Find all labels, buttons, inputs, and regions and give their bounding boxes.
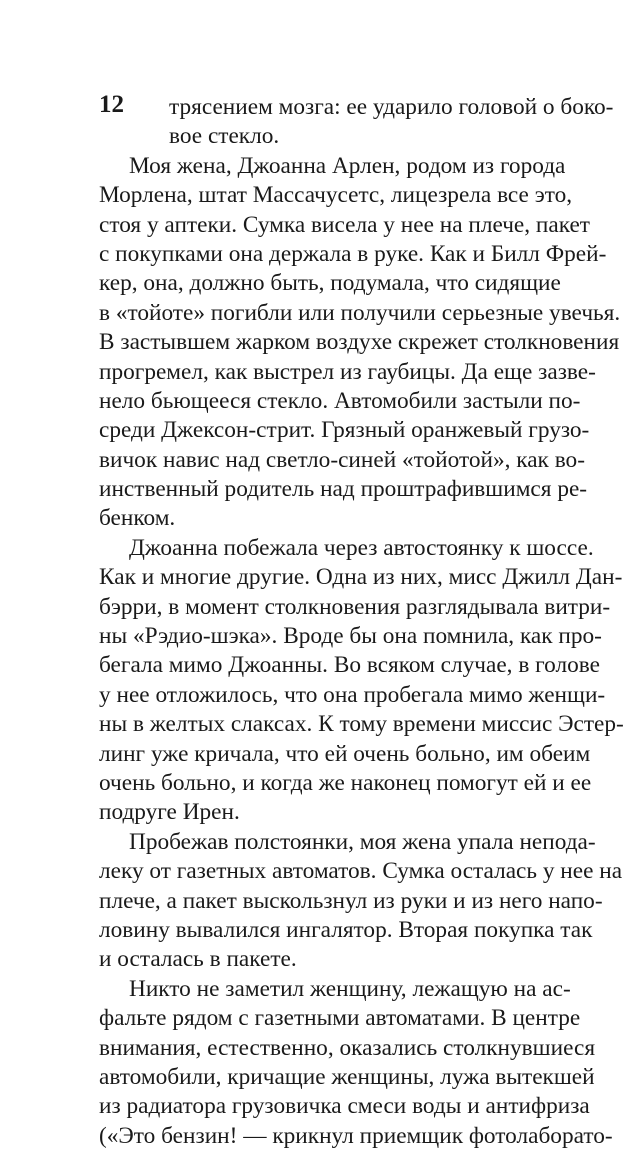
text-line: вичок навис над светло-синей «тойотой», как во- (99, 446, 585, 473)
text-line: плече, а пакет выскользнул из руки и из него напо- (99, 887, 603, 914)
text-line: леку от газетных автоматов. Сумка осталась у нее на (99, 858, 623, 885)
paragraph (99, 152, 621, 534)
text-line: инственный родитель над проштрафившимся ре- (99, 476, 588, 503)
text-line: бегала мимо Джоанны. Во всяком случае, в голове (99, 652, 600, 679)
text-line: с покупками она держала в руке. Как и Билл Фрей- (99, 240, 607, 267)
text-line: прогремел, как выстрел из гаубицы. Да еще зазве- (99, 358, 596, 385)
text-line: Никто не заметил женщину, лежащую на ас- (129, 975, 571, 1002)
text-line: бэрри, в момент столкновения разглядывала витри- (99, 593, 611, 620)
text-line: в «тойоте» погибли или получили серьезные увечья. (99, 299, 621, 326)
paragraph (99, 534, 624, 828)
body-text (99, 93, 624, 1151)
text-line: внимания, естественно, оказались столкнувшиеся (99, 1034, 596, 1061)
text-line: вое стекло. (169, 123, 280, 150)
text-line: кер, она, должно быть, подумала, что сидящие (99, 270, 561, 297)
text-line: среди Джексон-стрит. Грязный оранжевый грузо- (99, 417, 590, 444)
text-line: из радиатора грузовичка смеси воды и антифриза (99, 1093, 590, 1120)
text-line: ны «Рэдио-шэка». Вроде бы она помнила, как про- (99, 623, 602, 650)
text-line: нело бьющееся стекло. Автомобили застыли по- (99, 387, 581, 414)
text-line: и осталась в пакете. (99, 946, 297, 973)
paragraph (99, 93, 614, 152)
text-line: стоя у аптеки. Сумка висела у нее на плече, пакет (99, 211, 590, 238)
text-line: у нее отложилось, что она пробегала мимо женщи- (99, 681, 606, 708)
text-line: Моя жена, Джоанна Арлен, родом из города (129, 152, 566, 179)
text-line: Как и многие другие. Одна из них, мисс Джилл Дан- (99, 564, 623, 591)
text-line: В застывшем жарком воздухе скрежет столкновения (99, 329, 620, 356)
text-line: Джоанна побежала через автостоянку к шоссе. (129, 534, 594, 561)
text-line: ловину вывалился ингалятор. Вторая покупка так (99, 916, 593, 943)
page-number: 12 (99, 91, 124, 118)
paragraph (99, 828, 623, 975)
text-line: автомобили, кричащие женщины, лужа вытекшей (99, 1063, 595, 1090)
text-line: трясением мозга: ее ударило головой о боко- (169, 94, 614, 120)
text-line: Пробежав полстоянки, моя жена упала непода- (129, 828, 596, 855)
text-line: бенком. (99, 505, 176, 532)
text-line: подруге Ирен. (99, 799, 240, 826)
paragraph (99, 975, 613, 1151)
text-line: фальте рядом с газетными автоматами. В центре (99, 1005, 581, 1032)
text-line: линг уже кричала, что ей очень больно, им обеим (99, 740, 591, 767)
text-line: ны в желтых слаксах. К тому времени миссис Эстер- (99, 711, 624, 738)
text-line: («Это бензин! — крикнул приемщик фотолаборато- (99, 1122, 613, 1149)
text-line: очень больно, и когда же наконец помогут ей и ее (99, 769, 592, 796)
text-line: Морлена, штат Массачусетс, лицезрела все это, (99, 182, 573, 209)
